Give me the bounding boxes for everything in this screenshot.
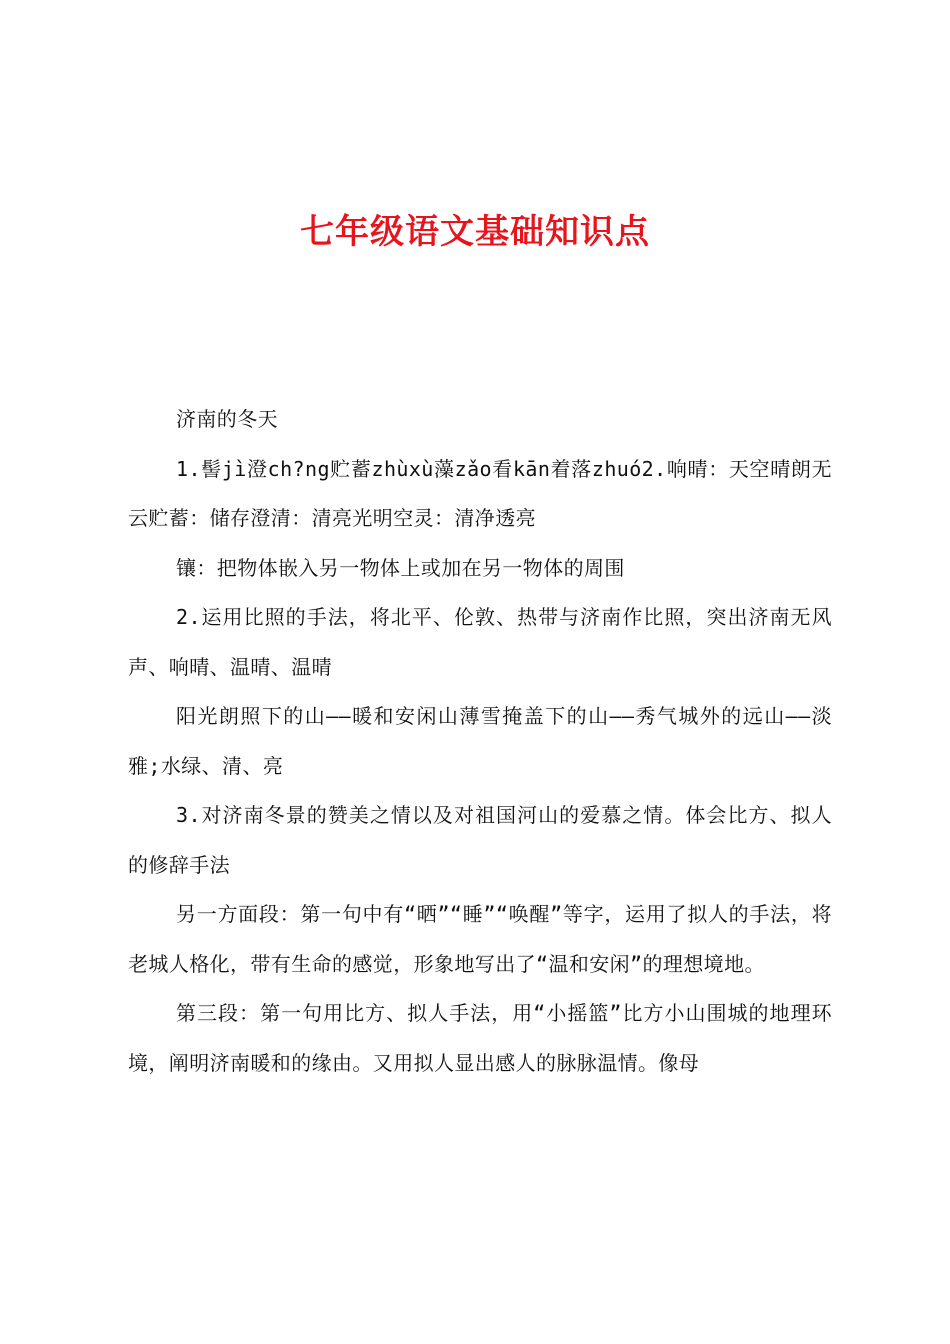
- paragraph: 3.对济南冬景的赞美之情以及对祖国河山的爱慕之情。体会比方、拟人的修辞手法: [128, 803, 832, 877]
- document-title: 七年级语文基础知识点: [300, 212, 650, 252]
- paragraph: 2.运用比照的手法，将北平、伦敦、热带与济南作比照，突出济南无风声、响晴、温晴、温晴: [128, 605, 832, 679]
- paragraph: 镶：把物体嵌入另一物体上或加在另一物体的周围: [176, 555, 625, 580]
- section-heading: 济南的冬天: [176, 407, 278, 431]
- paragraph: 第三段：第一句用比方、拟人手法，用“小摇篮”比方小山围城的地理环境，阐明济南暖和的缘由。又用拟人显出感人的脉脉温情。像母: [128, 1001, 832, 1075]
- paragraph: 阳光朗照下的山——暖和安闲山薄雪掩盖下的山——秀气城外的远山——淡雅;水绿、清、亮: [128, 704, 832, 778]
- paragraph: 另一方面段：第一句中有“晒”“睡”“唤醒”等字，运用了拟人的手法，将老城人格化，带有生命的感觉，形象地写出了“温和安闲”的理想境地。: [128, 902, 832, 976]
- paragraph: 1.髻jì澄ch?ng贮蓄zhùxù藻zǎo看kān着落zhuó2.响晴：天空晴朗无云贮蓄：储存澄清：清亮光明空灵：清净透亮: [128, 456, 832, 530]
- document-body: [128, 395, 832, 1088]
